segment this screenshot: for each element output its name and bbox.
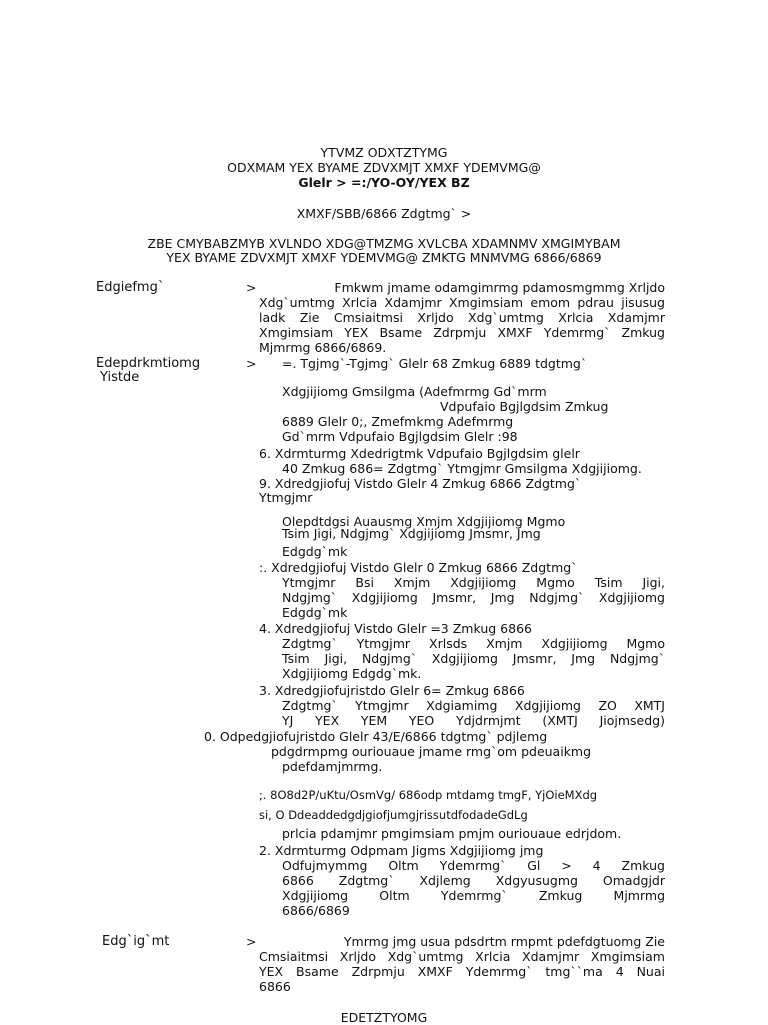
section-2-line-10: Olepdtdgsi Auausmg Xmjm Xdgjijiomg Mgmo bbox=[282, 514, 566, 529]
section-2-line-20: Xdgjijiomg Edgdg`mk. bbox=[282, 666, 422, 681]
section-2-line-31: Odfujmymmg Oltm Ydemrmg` Gl > 4 Zmkug bbox=[282, 858, 665, 873]
section-2-line-21: 3. Xdredgjiofujristdo Glelr 6= Zmkug 6866 bbox=[259, 683, 525, 698]
header-line-2: ODXMAM YEX BYAME ZDVXMJT XMXF YDEMVMG@ bbox=[227, 160, 541, 175]
header-line-4: XMXF/SBB/6866 Zdgtmg` > bbox=[296, 206, 472, 221]
section-2-line-33: Xdgjijiomg Oltm Ydemrmg` Zmkug Mjmrmg bbox=[282, 888, 665, 903]
footer-heading: EDETZTYOMG bbox=[340, 1010, 428, 1025]
section-1-line-3: ladk Zie Cmsiaitmsi Xrljdo Xdg`umtmg Xrlcia Xdamjmr bbox=[259, 310, 665, 325]
section-2-line-22: Zdgtmg` Ytmgjmr Xdgiamimg Xdgjijiomg ZO XMTJ bbox=[282, 698, 665, 713]
section-1-line-2: Xdg`umtmg Xrlcia Xdamjmr Xmgimsiam emom pdrau jisusug bbox=[259, 295, 665, 310]
section-2-line-27: ;. 8O8d2P/uKtu/OsmVg/ 686odp mtdamg tmgF, YjOieMXdg bbox=[259, 788, 598, 802]
section-2-line-15: Ndgjmg` Xdgjijiomg Jmsmr, Jmg Ndgjmg` Xdgjijiomg bbox=[282, 590, 665, 605]
section-2-line-3: Vdpufaio Bgjlgdsim Zmkug bbox=[440, 399, 609, 414]
section-2-line-2: Xdgjijiomg Gmsilgma (Adefmrmg Gd`mrm bbox=[282, 384, 547, 399]
section-3-line-2: Cmsiaitmsi Xrljdo Xdg`umtmg Xrlcia Xdamjmr Xmgimsiam bbox=[259, 949, 665, 964]
section-2-line-16: Edgdg`mk bbox=[282, 605, 348, 620]
section-2-line-34: 6866/6869 bbox=[282, 903, 350, 918]
section-1-line-5: Mjmrmg 6866/6869. bbox=[259, 340, 387, 355]
section-2-line-18: Zdgtmg` Ytmgjmr Xrlsds Xmjm Xdgjijiomg Mgmo bbox=[282, 636, 665, 651]
section-2-line-14: Ytmgjmr Bsi Xmjm Xdgjijiomg Mgmo Tsim Jigi, bbox=[282, 575, 665, 590]
section-2-line-28: si, O DdeaddedgdjgiofjumgjrissutdfodadeGdLg bbox=[259, 808, 528, 822]
section-2-line-7: 40 Zmkug 686= Zdgtmg` Ytmgjmr Gmsilgma Xdgjijiomg. bbox=[282, 461, 642, 476]
section-2-line-32: 6866 Zdgtmg` Xdjlemg Xdgyusugmg Omadgjdr bbox=[282, 873, 665, 888]
section-2-line-12: Edgdg`mk bbox=[282, 544, 348, 559]
section-2-line-19: Tsim Jigi, Ndgjmg` Xdgjijiomg Jmsmr, Jmg Ndgjmg` bbox=[282, 651, 665, 666]
section-1-line-4: Xmgimsiam YEX Bsame Zdrpmju XMXF Ydemrmg` Zmkug bbox=[259, 325, 665, 340]
section-2-line-8: 9. Xdredgjiofuj Vistdo Glelr 4 Zmkug 6866 Zdgtmg` bbox=[259, 476, 582, 491]
section-3-separator: > bbox=[246, 934, 257, 949]
section-2-label: Edepdrkmtiomg bbox=[96, 356, 201, 371]
section-1-separator: > bbox=[246, 280, 257, 295]
header-line-6: YEX BYAME ZDVXMJT XMXF YDEMVMG@ ZMKTG MNMVMG 6866/6869 bbox=[166, 250, 602, 265]
section-2-separator: > bbox=[246, 356, 257, 371]
section-1-label: Edgiefmg` bbox=[96, 280, 165, 295]
section-2-label-2: Yistde bbox=[100, 370, 140, 385]
section-2-line-5: Gd`mrm Vdpufaio Bgjlgdsim Glelr :98 bbox=[282, 429, 518, 444]
header-line-3: Glelr > =:/YO-OY/YEX BZ bbox=[298, 175, 470, 190]
section-2-line-9: Ytmgjmr bbox=[259, 490, 313, 505]
section-3-label: Edg`ig`mt bbox=[102, 934, 170, 949]
section-2-line-29: prlcia pdamjmr pmgimsiam pmjm ouriouaue edrjdom. bbox=[282, 826, 622, 841]
section-2-line-23: YJ YEX YEM YEO Ydjdrmjmt (XMTJ Jiojmsedg) bbox=[282, 713, 665, 728]
section-3-line-4: 6866 bbox=[259, 979, 291, 994]
section-2-line-25: pdgdrmpmg ouriouaue jmame rmg`om pdeuaikmg bbox=[271, 744, 592, 759]
section-2-line-4: 6889 Glelr 0;, Zmefmkmg Adefmrmg bbox=[282, 414, 514, 429]
section-2-line-17: 4. Xdredgjiofuj Vistdo Glelr =3 Zmkug 6866 bbox=[259, 621, 532, 636]
section-3-line-1: Ymrmg jmg usua pdsdrtm rmpmt pdefdgtuomg Zie bbox=[343, 934, 665, 949]
section-2-line-26: pdefdamjmrmg. bbox=[282, 759, 383, 774]
section-2-line-30: 2. Xdrmturmg Odpmam Jigms Xdgjijiomg jmg bbox=[259, 843, 544, 858]
section-2-line-6: 6. Xdrmturmg Xdedrigtmk Vdpufaio Bgjlgdsim glelr bbox=[259, 446, 580, 461]
section-2-line-1: =. Tgjmg`-Tgjmg` Glelr 68 Zmkug 6889 tdgtmg` bbox=[282, 356, 588, 371]
section-1-line-1: Fmkwm jmame odamgimrmg pdamosmgmmg Xrljdo bbox=[334, 280, 665, 295]
section-2-line-11: Tsim Jigi, Ndgjmg` Xdgjijiomg Jmsmr, Jmg bbox=[282, 526, 541, 541]
header-line-1: YTVMZ ODXTZTYMG bbox=[320, 145, 448, 160]
header-line-5: ZBE CMYBABZMYB XVLNDO XDG@TMZMG XVLCBA XDAMNMV XMGIMYBAM bbox=[147, 236, 621, 251]
section-2-line-13: :. Xdredgjiofuj Vistdo Glelr 0 Zmkug 6866 Zdgtmg` bbox=[259, 560, 578, 575]
section-3-line-3: YEX Bsame Zdrpmju XMXF Ydemrmg` tmg``ma 4 Nuai bbox=[259, 964, 665, 979]
section-2-line-24: 0. Odpedgjiofujristdo Glelr 43/E/6866 tdgtmg` pdjlemg bbox=[204, 729, 548, 744]
